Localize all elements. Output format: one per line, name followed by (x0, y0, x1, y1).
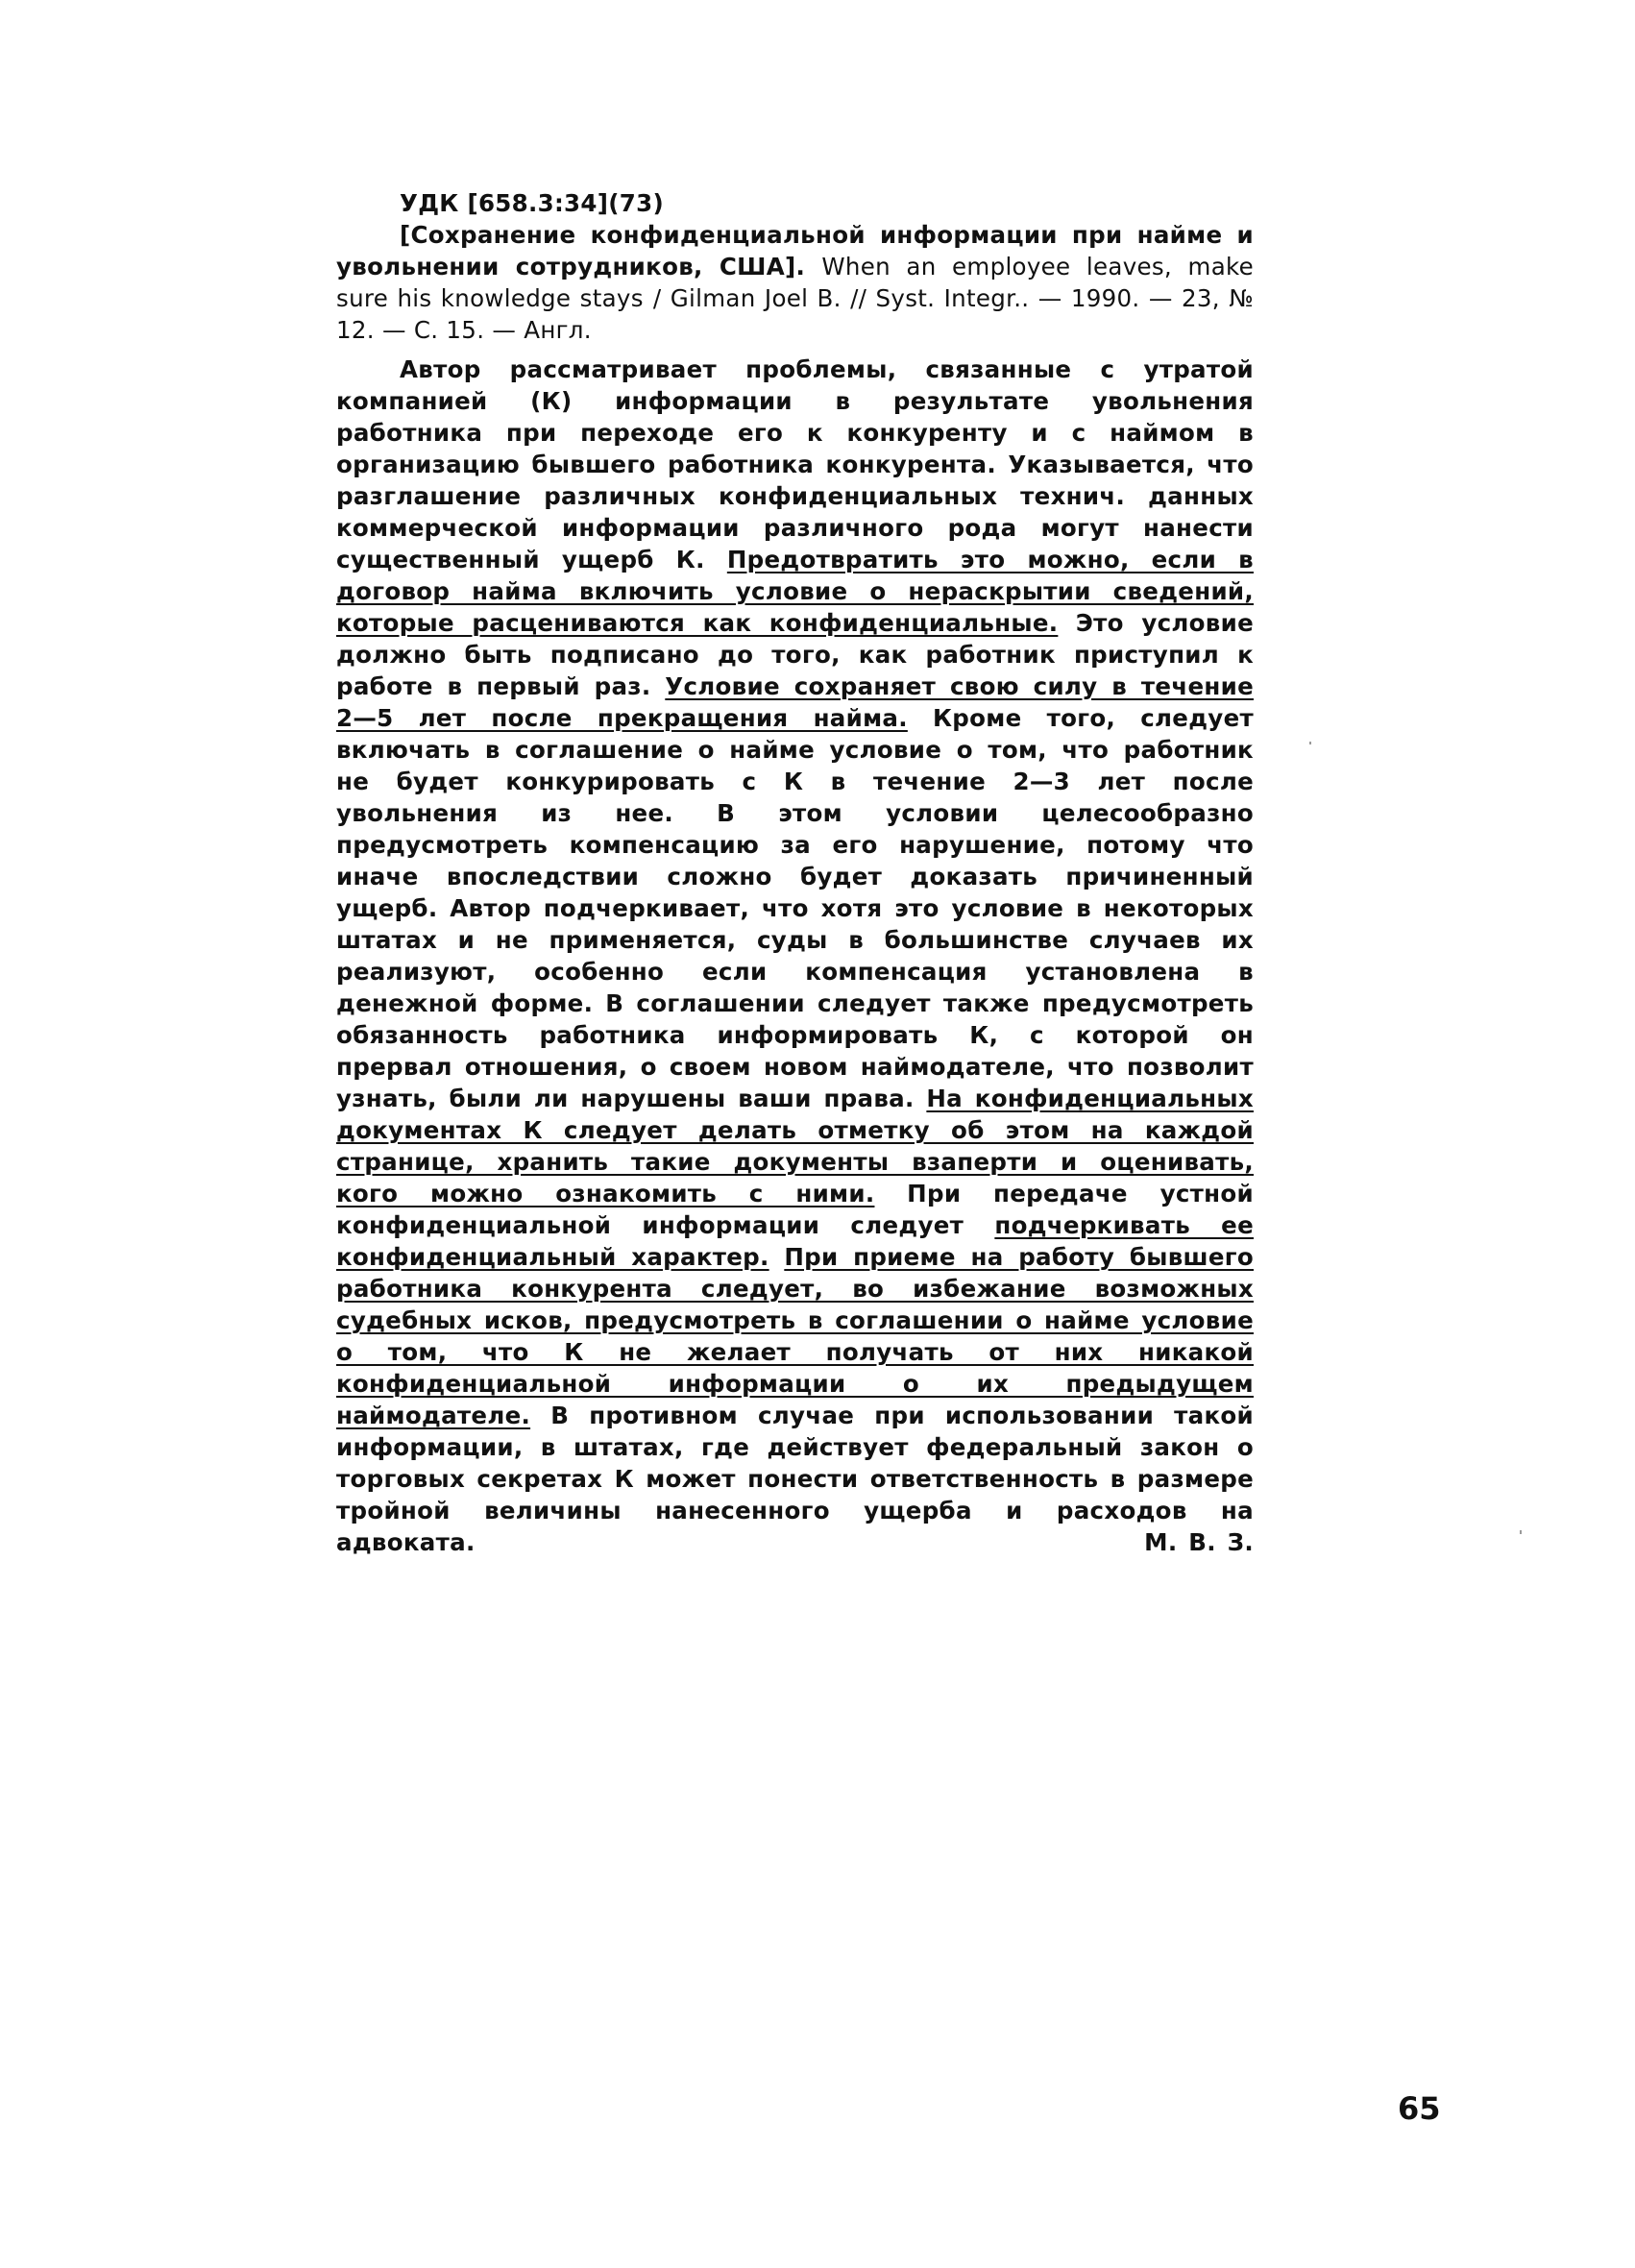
underlined-passage: Условие сохраняет свою силу в течение 2—5 лет после прекращения найма. (336, 672, 1254, 732)
underlined-passage: На конфиденциальных документах К следует делать отметку об этом на каждой странице, хранить такие документы взаперти и оценивать, кого можно ознакомить с ними. (336, 1085, 1254, 1207)
abstract-sentence: Это условие должно быть подписано до того, как работник приступил к работе в первый раз. (336, 609, 1254, 700)
abstract-sentence: Кроме того, следует включать в соглашение о найме условие о том, что работник не будет конкурировать с К в течение 2—3 лет после увольнения из нее. В этом условии целесообразно предусмотреть компенсацию за его нарушение, потому что иначе впоследствии сложно будет доказать причиненный ущерб. Автор подчеркивает, что хотя это условие в некоторых штатах и не применяется, суды в большинстве случаев их реализуют, особенно если компенсация установлена в денежной форме. В соглашении следует также предусмотреть обязанность работника информировать К, с которой он прервал отношения, о своем новом наймодателе, что позволит узнать, были ли нарушены ваши права. (336, 704, 1254, 1112)
bibliographic-info: / Gilman Joel B. // Syst. Integr.. — 1990. — 23, № 12. — С. 15. — Англ. (336, 284, 1254, 344)
abstract-sentence: При передаче устной конфиденциальной информации следует (336, 1180, 1254, 1239)
underlined-passage: При приеме на работу бывшего работника конкурента следует, во избежание возможных судебных исков, предусмотреть в соглашении о найме условие о том, что К не желает получать от них никакой конфиденциальной информации о их предыдущем наймодателе. (336, 1243, 1254, 1429)
scan-speck (1309, 742, 1311, 744)
abstract-entry (336, 187, 1254, 1558)
abstract-sentence: Автор рассматривает проблемы, связанные с утратой компанией (К) информации в результате увольнения работника при переходе его к конкуренту и с наймом в организацию бывшего работника конкурента. Указывается, что разглашение различных конфиденциальных технич. данных коммерческой информации различного рода могут нанести существенный ущерб К. (336, 355, 1254, 573)
citation (336, 219, 1254, 346)
underlined-passage: подчеркивать ее конфиденциальный характер. (336, 1211, 1254, 1271)
title-english: When an employee leaves, make sure his knowledge stays (336, 253, 1254, 312)
page-number: 65 (1398, 2090, 1441, 2127)
underlined-passage: Предотвратить это можно, если в договор найма включить условие о нераскрытии сведений, которые расцениваются как конфиденциальные. (336, 546, 1254, 637)
scan-speck (1520, 1530, 1522, 1534)
abstract-sentence: В противном случае при использовании такой информации, в штатах, где действует федеральный закон о торговых секретах К может понести ответственность в размере тройной величины нанесенного ущерба и расходов на адвоката. (336, 1402, 1254, 1556)
udk-code: УДК [658.3:34](73) (400, 189, 664, 217)
title-russian: [Сохранение конфиденциальной информации при найме и увольнении сотрудников, США]. (336, 221, 1254, 280)
author-initials: М. В. З. (1144, 1528, 1254, 1556)
abstract-text (336, 354, 1254, 1558)
